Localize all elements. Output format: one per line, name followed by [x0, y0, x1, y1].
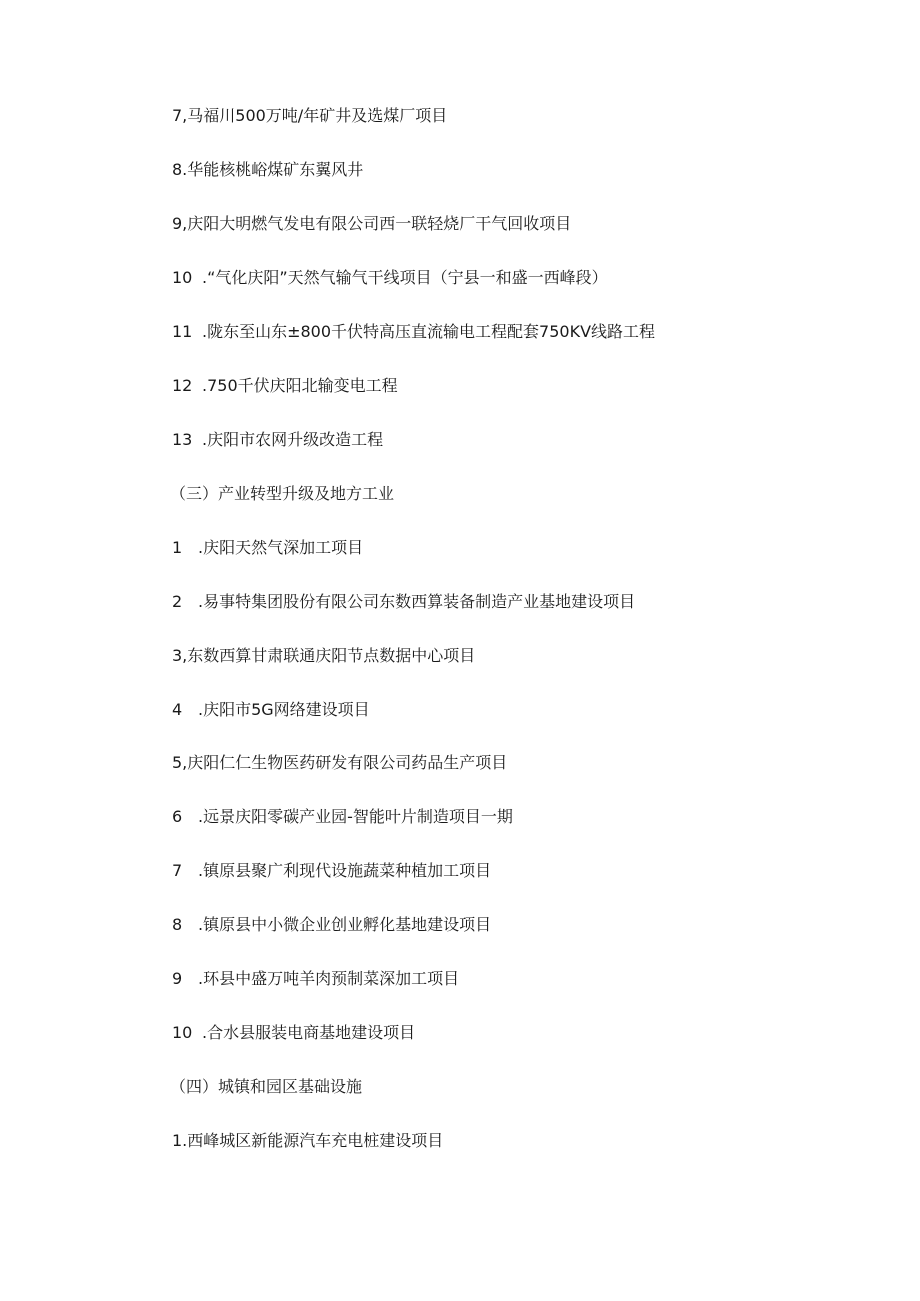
list-item: [172, 376, 398, 396]
list-item-number: 1: [172, 538, 183, 557]
list-item-text: 1.西峰城区新能源汽车充电桩建设项目: [172, 1131, 444, 1150]
list-item: [172, 592, 635, 612]
list-item: [172, 807, 513, 827]
list-item-text: .庆阳市5G网络建设项目: [198, 700, 370, 719]
section-heading-text: （三）产业转型升级及地方工业: [170, 484, 395, 503]
list-item: [172, 106, 447, 126]
list-item: [172, 160, 363, 180]
list-item: [172, 538, 363, 558]
list-item: [172, 322, 655, 342]
list-item: [172, 430, 383, 450]
list-item-text: .镇原县中小微企业创业孵化基地建设项目: [198, 915, 492, 934]
list-item-text: .环县中盛万吨羊肉预制菜深加工项目: [198, 969, 460, 988]
list-item: [172, 969, 459, 989]
list-item: [172, 753, 507, 773]
list-item-text: 9,庆阳大明燃气发电有限公司西一联轻烧厂干气回收项目: [172, 214, 572, 233]
list-item: [172, 700, 370, 720]
list-item-text: .庆阳市农网升级改造工程: [202, 430, 384, 449]
list-item-number: 13: [172, 430, 193, 449]
list-item-text: .易事特集团股份有限公司东数西算装备制造产业基地建设项目: [198, 592, 636, 611]
section-heading-text: （四）城镇和园区基础设施: [170, 1077, 363, 1096]
list-item: [172, 1023, 415, 1043]
list-item-number: 10: [172, 268, 193, 287]
list-item: [172, 1131, 443, 1151]
list-item-number: 4: [172, 700, 183, 719]
list-item-number: 8: [172, 915, 183, 934]
list-item-text: .庆阳天然气深加工项目: [198, 538, 364, 557]
list-item-number: 7: [172, 861, 183, 880]
list-item: [172, 861, 491, 881]
list-item-text: .镇原县聚广利现代设施蔬菜种植加工项目: [198, 861, 492, 880]
section-heading: [170, 484, 394, 504]
list-item-text: .750千伏庆阳北输变电工程: [202, 376, 398, 395]
list-item: [172, 646, 475, 666]
list-item-text: 8.华能核桃峪煤矿东翼风井: [172, 160, 364, 179]
list-item-number: 12: [172, 376, 193, 395]
list-item-number: 10: [172, 1023, 193, 1042]
list-item-number: 9: [172, 969, 183, 988]
list-item-text: .远景庆阳零碳产业园-智能叶片制造项目一期: [198, 807, 513, 826]
list-item-text: .合水县服装电商基地建设项目: [202, 1023, 416, 1042]
list-item-number: 11: [172, 322, 193, 341]
list-item-text: 7,马福川500万吨/年矿井及选煤厂项目: [172, 106, 448, 125]
list-item: [172, 214, 571, 234]
list-item-text: .陇东至山东±800千伏特高压直流输电工程配套750KV线路工程: [202, 322, 656, 341]
list-item: [172, 915, 491, 935]
list-item: [172, 268, 608, 288]
list-item-text: 5,庆阳仁仁生物医药研发有限公司药品生产项目: [172, 753, 508, 772]
list-item-number: 2: [172, 592, 183, 611]
list-item-text: 3,东数西算甘肃联通庆阳节点数据中心项目: [172, 646, 476, 665]
list-item-text: .“气化庆阳”天然气输气干线项目（宁县一和盛一西峰段）: [202, 268, 608, 287]
list-item-number: 6: [172, 807, 183, 826]
section-heading: [170, 1077, 362, 1097]
